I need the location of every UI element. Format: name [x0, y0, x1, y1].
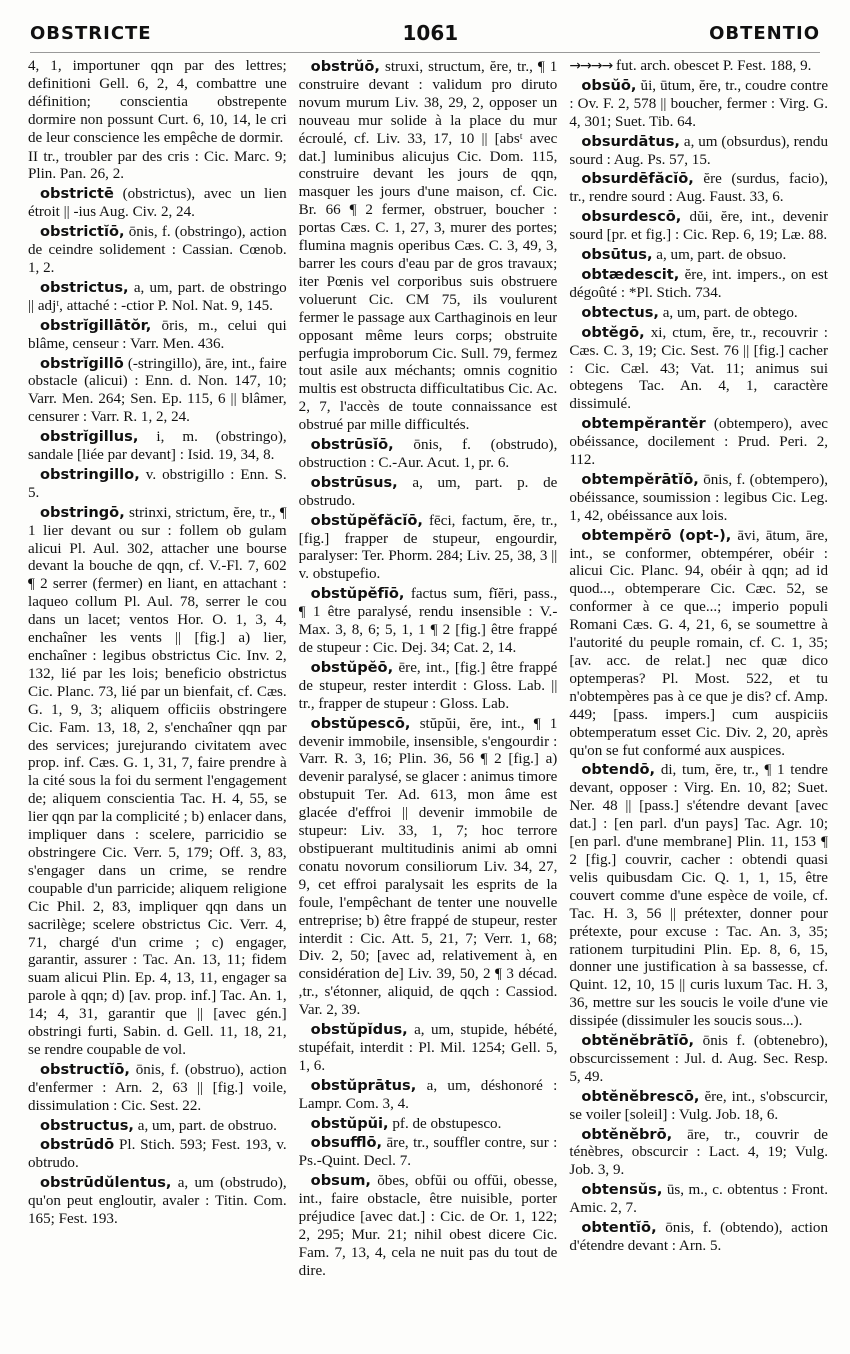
entry-definition: factus sum, fĭĕri, pass., ¶ 1 être paralysé, rendu insensible : V.-Max. 3, 8, 6; 5, 1, 1 ¶ 2 [fig.] être frappé de stupeur : Cic. Dej. 34; Cat. 2, 14.	[298, 586, 558, 656]
dictionary-entry	[299, 58, 558, 435]
entry-definition: ĕre, int. impers., on est dégoûté : *Pl. Stich. 734.	[569, 266, 828, 301]
entry-definition: ĕre, int., s'obscurcir, se voiler [soleil] : Vulg. Job. 18, 6.	[569, 1088, 828, 1123]
dictionary-entry	[28, 428, 287, 465]
dictionary-entry	[569, 471, 828, 526]
dictionary-entry	[28, 317, 287, 354]
dictionary-entry	[569, 1181, 828, 1218]
entry-headword: obtĕnĕbrātĭō,	[581, 1032, 695, 1050]
entry-headword: obtensŭs,	[581, 1181, 663, 1199]
entry-headword: obstrictē	[40, 185, 114, 203]
entry-definition: stŭpŭi, ĕre, int., ¶ 1 devenir immobile, insensible, s'engourdir : Varr. R. 3, 16; Plin. 36, 56 ¶ 2 [fig.] a) devenir paralysé, se glacer : animus timore obstupuit Ter. Ad. 613, mon âme est glacée d'effroi || devenir immobile de stupeur: Liv. 33, 1, 7; hoc terrore obstipuerant multitudinis animi ab omni conatu novorum consiliorum Liv. 34, 27, 9, cet effroi paralysait les esprits de la foule, l'empêchant de tenter une nouvelle entreprise; b) être frappé de stupeur, rester interdit : Cic. Att. 5, 21, 7; Verr. 1, 68; Div. 2, 50; [avec ad, relativement à, en considération de] Liv. 39, 50, 2 ¶ 3 décad. ,tr., s'étonner, aliquid, de qqch : Cassiod. Var. 2, 39.	[298, 715, 558, 1019]
dictionary-entry	[299, 715, 558, 1020]
entry-definition: āvi, ātum, āre, int., se conformer, obtempérer, obéir : alicui Cic. Planc. 94, obéir à qqn; ad id quod..., obtemperare Cic. Cæc. 52, se conformer à ce que...; imperio populi Romani Cæs. G. 4, 21, 6, se soumettre à l'autorité du peuple romain, cf. C. 1, 35; [av. acc. de relat.] nec quæ dico optemperas? Pl. Most. 522, et tu n'obtempères pas à ce que je dis? cf. Amp. 449; [pass. impers.] cum auspiciis obtemperatum esset Cic. Div. 2, 20, après qu'on se fut conformé aux auspices.	[569, 527, 828, 759]
entry-headword: obstŭpescō,	[310, 714, 411, 732]
entry-definition: ēre, int., [fig.] être frappé de stupeur, rester interdit : Gloss. Lab. || tr., frapper de stupeur : Gloss. Lab.	[298, 659, 558, 712]
entry-headword: obsurdescō,	[581, 208, 682, 226]
entry-definition: ōnis, f. (obstrudo), obstruction : C.-Aur. Acut. 1, pr. 6.	[298, 437, 558, 471]
dictionary-entry	[299, 1115, 558, 1134]
entry-definition: ōnis, f. (obtempero), obéissance, soumission : legibus Cic. Leg. 1, 42, obéissance aux lois.	[569, 471, 828, 524]
entry-headword: obstrŭō,	[310, 58, 380, 75]
entry-definition: ŭi, ūtum, ĕre, tr., coudre contre : Ov. F. 2, 578 || boucher, fermer : Virg. G. 4, 301; Suet. Tib. 64.	[569, 77, 828, 130]
dictionary-entry	[569, 304, 828, 323]
entry-definition: strinxi, strictum, ĕre, tr., ¶ 1 lier devant ou sur : follem ob gulam alicui Pl. Aul. 302, attacher une bourse devant la bouche de qqn, cf. V.-Fl. 7, 602 ¶ 2 serrer (fermer) en liant, en attachant : laqueo collum Pl. Aul. 78, serrer le cou dans un lacet; ventos Hor. O. 1, 3, 4, enchaîner les vents || [fig.] a) lier, enchaîner : legibus obstrictus Cic. Inv. 2, 132, lié par les lois; beneficio obstrictus Cic. Planc. 73, lié par un bienfait, cf. Cæs. G. 1, 9, 3; aliquem officiis obstringere Cic. Fam. 13, 18, 2, s'enchaîner qqn par des services; jurejurando civitatem avec prop. inf. Cæs. G. 1, 31, 7, faire prendre à la cité sous la foi du serment l'engagement de; aliquem conscientia Tac. H. 4, 55, se lier qqn par la complicité ; b) enlacer dans, impliquer dans : scelere, parricidio se obstringere Cic. Verr. 5, 179; Off. 3, 83, s'engager dans un crime, se rendre coupable d'un parricide; aliquem religione Cic Phil. 2, 83, impliquer qqn dans un sacrilège; scelere obstrictus Cic. Verr. 4, 71, chargé d'un crime ; c) engager, garantir, assurer : Tac. An. 13, 11; fidem suam alicui Plin. Ep. 4, 13, 11, engager sa parole à qqn; d) [av. prop. inf.] Tac. An. 1, 14; 4, 31, garantir que || [avec gén.] obstringi furti, Sabin. d. Gell. 11, 18, 21, se rendre coupable de vol.	[28, 504, 287, 1058]
entry-headword: obstŭpĭdus,	[310, 1021, 408, 1039]
entry-definition: pf. de obstupesco.	[392, 1115, 502, 1132]
dictionary-entry	[569, 1126, 828, 1181]
arrow-icon: →→→→	[569, 58, 613, 74]
dictionary-entry	[569, 1088, 828, 1125]
entry-definition: fēci, factum, ĕre, tr., [fig.] frapper de stupeur, engourdir, paralyser: Ter. Phorm. 284; Liv. 25, 38, 3 || v. obstupefio.	[298, 512, 558, 583]
entry-definition: i, m. (obstringo), sandale [liée par devant] : Isid. 19, 34, 8.	[28, 429, 287, 464]
dictionary-entry	[28, 223, 287, 278]
entry-definition: āre, tr., souffler contre, sur : Ps.-Quint. Decl. 7.	[298, 1135, 558, 1170]
entry-headword: obtĕnĕbrō,	[581, 1125, 673, 1143]
entry-headword: obstŭpŭi,	[310, 1114, 389, 1132]
entry-definition: fut. arch. obescet P. Fest. 188, 9.	[616, 58, 812, 74]
right-guide-word: OBTENTIO	[709, 22, 820, 44]
dictionary-entry	[569, 324, 828, 415]
entry-headword: obtentĭō,	[581, 1219, 657, 1237]
entry-headword: obstŭprātus,	[310, 1076, 417, 1094]
entry-definition: ōris, m., celui qui blâme, censeur : Varr. Men. 436.	[28, 317, 287, 352]
entry-definition: a, um, part. de obstringo || adjᵗ, attaché : -ctior P. Nol. Nat. 9, 145.	[28, 279, 287, 314]
entry-headword: obtendō,	[581, 761, 656, 779]
entry-headword: obtempĕrantĕr	[581, 415, 706, 433]
dictionary-entry	[299, 1134, 558, 1171]
column-right	[569, 58, 828, 1350]
page-number: 1061	[402, 21, 459, 45]
entry-definition: 4, 1, importuner qqn par des lettres; definitioni Gell. 6, 2, 4, combattre une définition; conscientia obstrepente dormire non possunt Curt. 6, 10, 14, le cri de leur conscience les empêche de dormir.	[28, 58, 287, 146]
dictionary-entry	[28, 355, 287, 428]
entry-headword: obsūtus,	[581, 246, 653, 264]
dictionary-entry	[569, 1032, 828, 1087]
entry-headword: obtædescit,	[581, 265, 680, 283]
entry-definition: di, tum, ĕre, tr., ¶ 1 tendre devant, opposer : Virg. En. 10, 82; Suet. Ner. 48 || [pass.] s'étendre devant [avec dat.] : [en parl. d'un pays] Tac. Agr. 10; [en parl. d'une membrane] Plin. 11, 153 ¶ 2 [fig.] couvrir, cacher : obtendi quasi velis quibusdam Cic. Q. 1, 1, 15, être couvert comme d'une espèce de voile, cf. Tac. H. 3, 56 || prétexter, donner pour prétexte, pour excuse : Tac. An. 3, 35; rationem turpitudini Plin. Ep. 8, 6, 15, donner une justification à sa bassesse, cf. Quint. 12, 10, 15 || curis luxum Tac. H. 3, 36, mettre sur les soucis le voile d'une vie dissipée (dissimuler les soucis sous...).	[569, 762, 828, 1030]
dictionary-entry	[569, 77, 828, 132]
entry-headword: obtĕgō,	[581, 323, 645, 341]
entry-headword: obsurdēfăcĭō,	[581, 170, 694, 188]
dictionary-entry	[569, 246, 828, 265]
entry-definition: a, um, part. de obsuo.	[656, 247, 787, 264]
dictionary-entry	[28, 279, 287, 316]
dictionary-entry	[28, 58, 287, 148]
dictionary-entry	[28, 1136, 287, 1173]
left-guide-word: OBSTRICTE	[30, 22, 152, 44]
dictionary-entry	[28, 466, 287, 503]
dictionary-entry	[569, 58, 828, 76]
entry-definition: a, um (obsurdus), rendu sourd : Aug. Ps. 57, 15.	[569, 133, 828, 168]
entry-headword: obstrĭgillātŏr,	[40, 316, 152, 334]
header-rule	[30, 52, 820, 53]
entry-definition: ūs, m., c. obtentus : Front. Amic. 2, 7.	[569, 1182, 828, 1217]
column-middle	[299, 58, 558, 1350]
dictionary-entry	[299, 659, 558, 714]
dictionary-entry	[299, 585, 558, 658]
entry-headword: obstrūdō	[40, 1136, 115, 1154]
dictionary-entry	[28, 1117, 287, 1136]
entry-headword: obstringō,	[40, 503, 125, 521]
entry-headword: obstrūsĭō,	[310, 436, 394, 454]
entry-headword: obtempĕrō (opt-),	[581, 526, 732, 544]
entry-definition: a, um, part. de obstruo.	[137, 1117, 277, 1134]
entry-headword: obstructus,	[40, 1116, 134, 1134]
column-left	[28, 58, 287, 1350]
dictionary-entry	[569, 415, 828, 470]
entry-headword: obsum,	[310, 1172, 371, 1190]
dictionary-entry	[299, 1172, 558, 1280]
entry-headword: obsurdātus,	[581, 132, 680, 150]
dictionary-entry	[569, 266, 828, 303]
entry-definition: (obtempero), avec obéissance, docilement : Prud. Peri. 2, 112.	[569, 416, 828, 469]
entry-headword: obstŭpĕfăcĭō,	[310, 511, 423, 529]
dictionary-entry	[569, 1219, 828, 1256]
entry-headword: obtectus,	[581, 303, 659, 321]
dictionary-entry	[569, 170, 828, 207]
entry-definition: a, um, part. de obtego.	[662, 304, 798, 321]
entry-headword: obstrictĭō,	[40, 223, 125, 241]
dictionary-entry	[28, 1174, 287, 1229]
entry-definition: ŏbes, obfŭi ou offŭi, obesse, int., faire obstacle, être nuisible, porter préjudice [avec dat.] : Cic. de Or. 1, 122; 2, 295; Mur. 21; nihil obest dicere Cic. Fam. 7, 13, 4, cela ne nuit pas du tout de dire.	[298, 1173, 558, 1279]
entry-headword: obstructĭō,	[40, 1060, 130, 1078]
dictionary-entry	[569, 208, 828, 245]
entry-definition: ōnis, f. (obtendo), action d'étendre devant : Arn. 5.	[569, 1220, 828, 1254]
entry-definition: xi, ctum, ĕre, tr., recouvrir : Cæs. C. 3, 19; Cic. Sest. 76 || [fig.] cacher : Cic. Cæl. 43; Vat. 11; animus sui obtegens Tac. An. 4, 1, caractère dissimulé.	[569, 324, 828, 413]
dictionary-entry	[28, 149, 287, 185]
dictionary-entry	[299, 1021, 558, 1076]
entry-definition: ōnis f. (obtenebro), obscurcissement : Jul. d. Aug. Sec. Resp. 5, 49.	[569, 1033, 828, 1085]
entry-columns	[28, 58, 828, 1350]
dictionary-entry	[28, 1061, 287, 1116]
entry-headword: obstrūdŭlentus,	[40, 1174, 172, 1192]
dictionary-entry	[299, 474, 558, 511]
dictionary-entry	[28, 504, 287, 1060]
entry-headword: obstrūsus,	[310, 473, 398, 491]
dictionary-entry	[299, 1077, 558, 1114]
entry-definition: a, um, déshonoré : Lampr. Com. 3, 4.	[298, 1077, 558, 1112]
entry-definition: dŭi, ĕre, int., devenir sourd [pr. et fig.] : Cic. Rep. 6, 19; Læ. 88.	[569, 209, 828, 244]
dictionary-entry	[569, 527, 828, 761]
entry-definition: (obstrictus), avec un lien étroit || -ius Aug. Civ. 2, 24.	[28, 186, 287, 221]
entry-headword: obtempĕrātĭō,	[581, 470, 699, 488]
entry-definition: a, um (obstrudo), qu'on peut engloutir, avaler : Titin. Com. 165; Fest. 193.	[28, 1175, 287, 1228]
entry-definition: a, um, stupide, hébété, stupéfait, interdit : Pl. Mil. 1254; Gell. 5, 1, 6.	[298, 1022, 558, 1074]
entry-definition: Pl. Stich. 593; Fest. 193, v. obtrudo.	[28, 1137, 287, 1172]
dictionary-entry	[28, 185, 287, 222]
entry-definition: ĕre (surdus, facio), tr., rendre sourd : Aug. Faust. 33, 6.	[569, 171, 828, 206]
entry-definition: a, um, part. p. de obstrudo.	[298, 474, 558, 509]
dictionary-entry	[299, 436, 558, 473]
entry-definition: II tr., troubler par des cris : Cic. Marc. 9; Plin. Pan. 26, 2.	[28, 148, 287, 183]
entry-definition: ōnis, f. (obstringo), action de ceindre solidement : Cassian. Cœnob. 1, 2.	[28, 224, 287, 276]
dictionary-entry	[569, 761, 828, 1031]
entry-headword: obstrictus,	[40, 278, 129, 296]
page-header	[30, 18, 820, 48]
entry-headword: obsufflō,	[310, 1134, 383, 1152]
entry-definition: v. obstrigillo : Enn. S. 5.	[28, 466, 287, 501]
entry-headword: obsŭō,	[581, 76, 637, 94]
dictionary-entry	[299, 512, 558, 585]
dictionary-entry	[569, 133, 828, 170]
entry-definition: struxi, structum, ĕre, tr., ¶ 1 construire devant : validum pro diruto novum murum Liv. 38, 29, 2, opposer un nouveau mur solide à la place du mur écroulé, cf. Liv. 33, 17, 10 || [absᵗ avec dat.] luminibus alicujus Cic. Dom. 115, construire devant les jours de qqn, masquer les jours d'une maison, cf. Cic. Br. 66 ¶ 2 fermer, obstruer, boucher : portas Cæs. C. 1, 27, 3, murer des portes; flumina magnis operibus Cæs. C. 3, 49, 3, barrer les cours d'eau par de gros travaux; iter Pœnis vel corporibus suis obstruere voluerunt Cic. CM 75, ils voulurent fermer le passage aux Carthaginois en leur opposant même leurs corps; obstruite perfugia improborum Cic. Sull. 79, fermez tout asile aux méchants; omnis cognitio multis est obstructa difficultatibus Cic. Ac. 2, 7, l'accès de toute connaissance est obstrué par mille difficultés.	[298, 59, 558, 434]
entry-headword: obstrĭgillō	[40, 354, 124, 372]
entry-headword: obstringillo,	[40, 465, 140, 483]
entry-definition: ōnis, f. (obstruo), action d'enfermer : Arn. 2, 63 || [fig.] voile, dissimulation : Cic. Sest. 22.	[28, 1061, 287, 1114]
entry-headword: obstŭpĕfīō,	[310, 585, 405, 603]
entry-headword: obtĕnĕbrescō,	[581, 1087, 700, 1105]
entry-headword: obstŭpĕō,	[310, 658, 394, 676]
entry-definition: āre, tr., couvrir de ténèbres, obscurcir : Lact. 4, 19; Vulg. Job. 3, 9.	[569, 1126, 828, 1179]
entry-definition: (-stringillo), āre, int., faire obstacle (alicui) : Enn. d. Non. 147, 10; Varr. Men. 264; Sen. Ep. 115, 6 || blâmer, censurer : Varr. R. 1, 2, 24.	[28, 355, 287, 426]
entry-headword: obstrĭgillus,	[40, 428, 139, 446]
